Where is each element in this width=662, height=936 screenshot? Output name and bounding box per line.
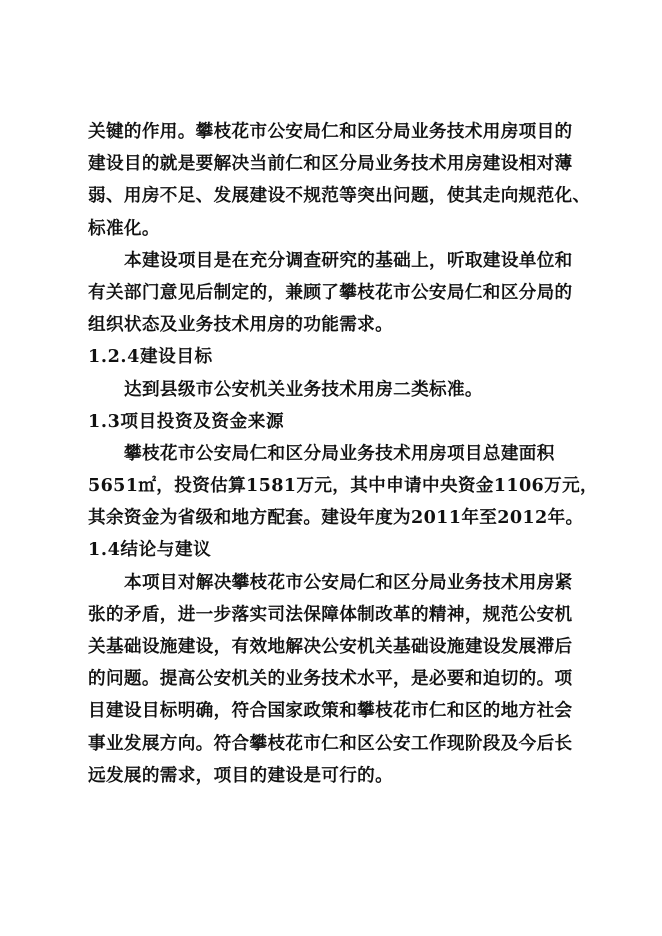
- paragraph-line: 本建设项目是在充分调查研究的基础上，听取建设单位和: [124, 249, 573, 271]
- paragraph-line: 攀枝花市公安局仁和区分局业务技术用房项目总建面积: [124, 442, 555, 464]
- section-heading-1-4: 1.4结论与建议: [88, 539, 212, 561]
- paragraph-line: 弱、用房不足、发展建设不规范等突出问题，使其走向规范化、: [88, 185, 591, 207]
- paragraph-line: 关基础设施建设，有效地解决公安机关基础设施建设发展滞后: [88, 636, 573, 657]
- paragraph-line: 标准化。: [88, 217, 160, 239]
- paragraph-line: 组织状态及业务技术用房的功能需求。: [88, 314, 394, 336]
- paragraph-line: 远发展的需求，项目的建设是可行的。: [88, 764, 394, 786]
- document-body: [88, 116, 598, 792]
- paragraph-line: 的问题。提高公安机关的业务技术水平，是必要和迫切的。项: [88, 668, 573, 690]
- section-heading-1-2-4: 1.2.4建设目标: [88, 346, 213, 368]
- paragraph-line: 张的矛盾，进一步落实司法保障体制改革的精神，规范公安机: [88, 603, 573, 625]
- paragraph-line: 达到县级市公安机关业务技术用房二类标准。: [124, 378, 483, 400]
- paragraph-line: 事业发展方向。符合攀枝花市仁和区公安工作现阶段及今后长: [88, 732, 573, 754]
- paragraph-line: 其余资金为省级和地方配套。建设年度为2011年至2012年。: [88, 507, 584, 529]
- paragraph-line: 本项目对解决攀枝花市公安局仁和区分局业务技术用房紧: [124, 571, 573, 593]
- paragraph-line: 建设目的就是要解决当前仁和区分局业务技术用房建设相对薄: [88, 153, 573, 175]
- paragraph-line: 目建设目标明确，符合国家政策和攀枝花市仁和区的地方社会: [88, 700, 573, 722]
- section-heading-1-3: 1.3项目投资及资金来源: [88, 410, 285, 432]
- paragraph-line: 5651㎡，投资估算1581万元，其中申请中央资金1106万元，: [88, 475, 598, 497]
- paragraph-line: 有关部门意见后制定的，兼顾了攀枝花市公安局仁和区分局的: [88, 281, 573, 303]
- paragraph-line: 关键的作用。攀枝花市公安局仁和区分局业务技术用房项目的: [88, 121, 573, 142]
